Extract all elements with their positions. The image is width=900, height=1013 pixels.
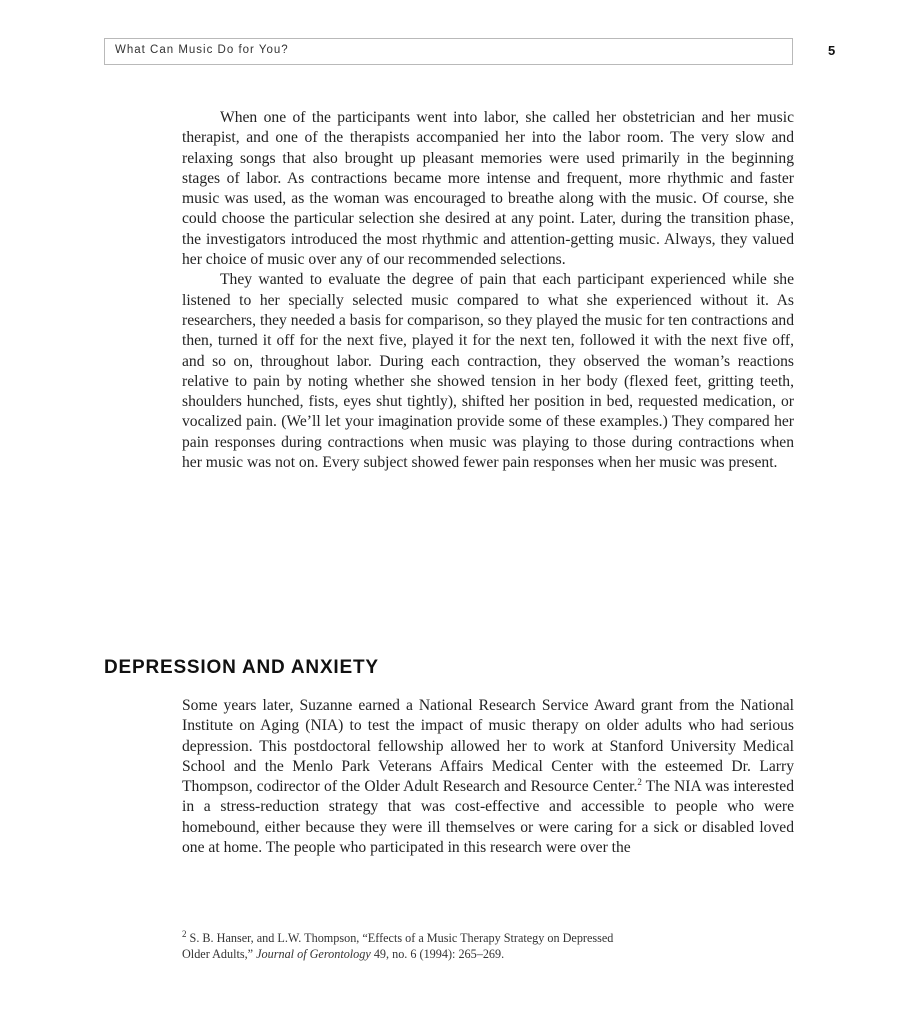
footnote-reference: 2 — [637, 777, 642, 787]
body-text-top — [182, 108, 794, 473]
paragraph-depression-end: The NIA was interested in a stress-reduction strategy that was cost-effective and accessible to people who were homebound, either because they were ill themselves or were caring for a sick or disabled loved one at home. The people who participated in this research were over the — [182, 778, 794, 857]
footnote-journal-title: Journal of Gerontology — [256, 947, 371, 961]
running-title: What Can Music Do for You? — [115, 44, 289, 56]
footnote-line-1 — [182, 930, 794, 946]
page-number: 5 — [828, 43, 836, 58]
paragraph-pain-evaluation: They wanted to evaluate the degree of pain that each participant experienced while she listened to her specially selected music compared to what she experienced without it. As researchers, they needed a basis for comparison, so they played the music for ten contractions and then, turned it off for the next five, played it for the next ten, followed it with the next five off, and so on, throughout labor. During each contraction, they observed the woman’s reactions relative to pain by noting whether she showed tension in her body (flexed feet, gritting teeth, shoulders hunched, fists, eyes shut tightly), shifted her position in bed, requested medication, or vocalized pain. (We’ll let your imagination provide some of these examples.) They compared her pain responses during contractions when music was playing to those during contractions when her music was not on. Every subject showed fewer pain responses when her music was present. — [182, 271, 794, 472]
footnote-citation-start: S. B. Hanser, and L.W. Thompson, “Effects of a Music Therapy Strategy on Depressed — [186, 931, 614, 945]
paragraph-depression — [182, 696, 794, 858]
footnote-citation-authors-end: Older Adults,” — [182, 947, 257, 961]
footnote — [182, 930, 794, 962]
paragraph-labor: When one of the participants went into labor, she called her obstetrician and her music therapist, and one of the therapists accompanied her into the labor room. The very slow and relaxing songs that also brought up pleasant memories were used primarily in the beginning stages of labor. As contractions became more intense and frequent, more rhythmic and faster music was used, as the woman was encouraged to breathe along with the music. Of course, she could choose the particular selection she desired at any point. Later, during the transition phase, the investigators introduced the most rhythmic and attention-getting music. Always, they valued her choice of music over any of our recommended selections. — [182, 109, 794, 269]
footnote-line-2 — [182, 946, 794, 962]
footnote-marker: 2 — [182, 928, 187, 939]
body-text-section — [182, 696, 794, 858]
paragraph-depression-start: Some years later, Suzanne earned a National Research Service Award grant from the National Institute on Aging (NIA) to test the impact of music therapy on older adults who had serious depression. This postdoctoral fellowship allowed her to work at Stanford University Medical School and the Menlo Park Veterans Affairs Medical Center with the esteemed Dr. Larry Thompson, codirector of the Older Adult Research and Resource Center. — [182, 697, 794, 796]
running-header — [104, 38, 793, 65]
footnote-citation-details: 49, no. 6 (1994): 265–269. — [370, 947, 505, 961]
section-heading: DEPRESSION AND ANXIETY — [104, 657, 379, 678]
